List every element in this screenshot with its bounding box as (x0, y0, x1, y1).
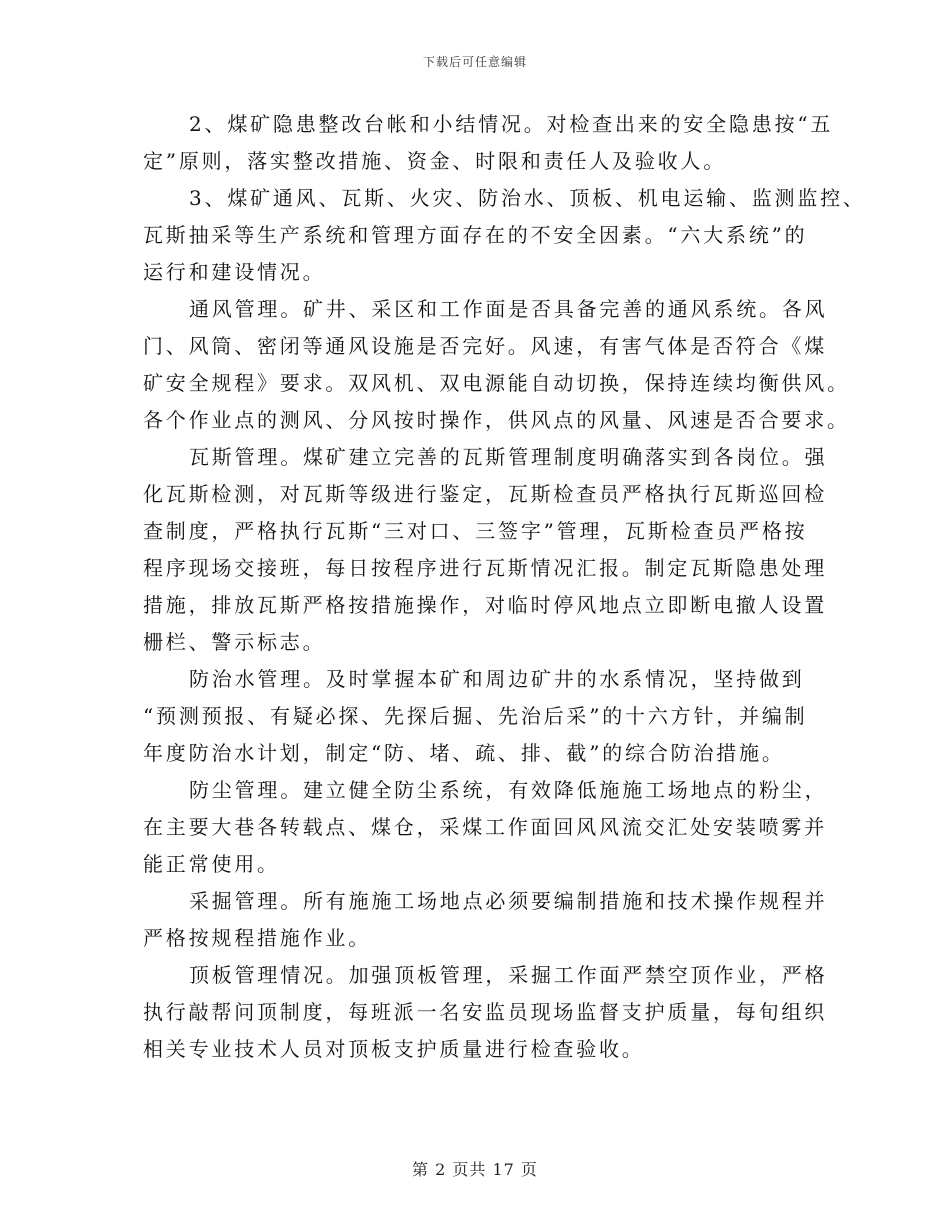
text-line: 3、煤矿通风、瓦斯、火灾、防治水、顶板、机电运输、监测监控、 (189, 186, 866, 210)
page-header: 下载后可任意编辑 (422, 55, 527, 69)
page-footer: 第 2 页共 17 页 (412, 1160, 538, 1179)
text-line: 矿安全规程》要求。双风机、双电源能自动切换，保持连续均衡供风。 (143, 371, 850, 395)
text-line: 相关专业技术人员对顶板支护质量进行检查验收。 (143, 1037, 645, 1061)
text-line: 瓦斯抽采等生产系统和管理方面存在的不安全因素。“六大系统”的 (143, 223, 808, 247)
text-line: 定”原则，落实整改措施、资金、时限和责任人及验收人。 (143, 149, 727, 173)
text-line: 查制度，严格执行瓦斯“三对口、三签字”管理，瓦斯检查员严格按 (143, 519, 808, 543)
text-line: “预测预报、有疑必探、先探后掘、先治后采”的十六方针，并编制 (143, 704, 808, 728)
text-line: 年度防治水计划，制定“防、堵、疏、排、截”的综合防治措施。 (143, 741, 785, 765)
text-line: 运行和建设情况。 (143, 260, 326, 284)
text-line: 栅栏、警示标志。 (143, 630, 326, 654)
text-line: 程序现场交接班，每日按程序进行瓦斯情况汇报。制定瓦斯隐患处理 (143, 556, 827, 580)
text-line: 防尘管理。建立健全防尘系统，有效降低施施工场地点的粉尘， (189, 778, 828, 802)
text-line: 门、风筒、密闭等通风设施是否完好。风速，有害气体是否符合《煤 (143, 334, 827, 358)
text-line: 严格按规程措施作业。 (143, 926, 371, 950)
text-line: 在主要大巷各转载点、煤仓，采煤工作面回风风流交汇处安装喷雾并 (143, 815, 827, 839)
text-line: 能正常使用。 (143, 852, 280, 876)
text-line: 采掘管理。所有施施工场地点必须要编制措施和技术操作规程并 (189, 889, 828, 913)
document-body (143, 106, 866, 1068)
text-line: 各个作业点的测风、分风按时操作，供风点的风量、风速是否合要求。 (143, 408, 850, 432)
text-line: 瓦斯管理。煤矿建立完善的瓦斯管理制度明确落实到各岗位。强 (189, 445, 828, 469)
text-line: 通风管理。矿井、采区和工作面是否具备完善的通风系统。各风 (189, 297, 828, 321)
text-line: 防治水管理。及时掌握本矿和周边矿井的水系情况，坚持做到 (189, 667, 805, 691)
text-line: 化瓦斯检测，对瓦斯等级进行鉴定，瓦斯检查员严格执行瓦斯巡回检 (143, 482, 827, 506)
text-line: 执行敲帮问顶制度，每班派一名安监员现场监督支护质量，每旬组织 (143, 1000, 827, 1024)
text-line: 措施，排放瓦斯严格按措施操作，对临时停风地点立即断电撤人设置 (143, 593, 827, 617)
text-line: 2、煤矿隐患整改台帐和小结情况。对检查出来的安全隐患按“五 (189, 112, 834, 136)
text-line: 顶板管理情况。加强顶板管理，采掘工作面严禁空顶作业，严格 (189, 963, 828, 987)
